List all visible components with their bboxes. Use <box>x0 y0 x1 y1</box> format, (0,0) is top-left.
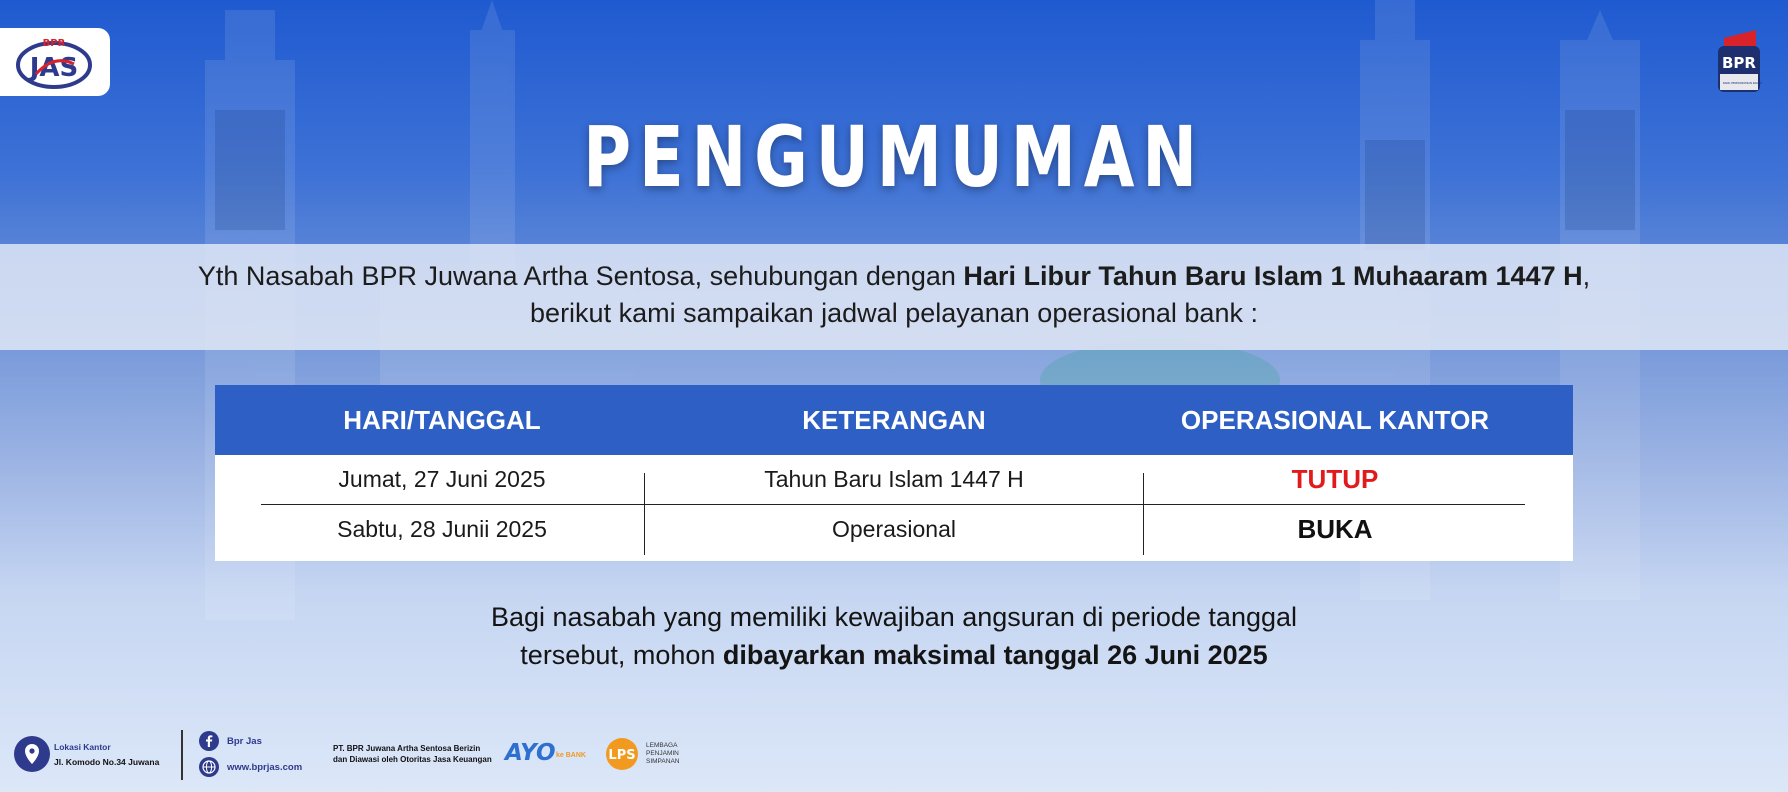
row2-date: Sabtu, 28 Junii 2025 <box>337 516 547 542</box>
row2-description: Operasional <box>831 516 957 542</box>
lps-mark-text: LPS <box>608 748 636 763</box>
row-divider <box>261 504 1525 505</box>
legal-line-1: PT. BPR Juwana Artha Sentosa Berizin <box>333 744 481 753</box>
note-line-1: Bagi nasabah yang memiliki kewajiban angsuran di periode tanggal <box>490 602 1298 632</box>
bpr-jas-logo-mark <box>14 34 94 90</box>
legal-line-2: dan Diawasi oleh Otoritas Jasa Keuangan <box>333 755 492 764</box>
logo-main-text: JAS <box>29 53 79 83</box>
header-date: HARI/TANGGAL <box>343 405 541 435</box>
schedule-table <box>215 385 1573 561</box>
logo-top-text: BPR <box>42 38 66 49</box>
lps-line-2: PENJAMIN <box>646 750 679 757</box>
bpr-jas-logo <box>0 28 110 96</box>
intro-part1: Yth Nasabah BPR Juwana Artha Sentosa, sehubungan dengan <box>197 261 964 291</box>
ayo-ke-bank-logo: AYO <box>505 740 556 766</box>
globe-icon <box>199 757 219 777</box>
location-pin-icon <box>14 736 50 772</box>
lps-logo-mark <box>605 737 641 771</box>
lps-name <box>646 742 679 766</box>
table-header <box>215 385 1573 455</box>
facebook-icon <box>199 731 219 751</box>
bpr-badge-logo <box>1716 30 1762 94</box>
office-address: Jl. Komodo No.34 Juwana <box>54 757 160 767</box>
footer-divider <box>181 730 183 780</box>
intro-part2: , <box>1582 261 1591 291</box>
header-description: KETERANGAN <box>802 405 986 435</box>
column-divider-1 <box>644 473 645 555</box>
note-part1: tersebut, mohon <box>520 640 723 670</box>
page-title: PENGUMUMAN <box>583 108 1205 206</box>
header-office-status: OPERASIONAL KANTOR <box>1180 405 1490 435</box>
row1-description: Tahun Baru Islam 1447 H <box>764 466 1024 492</box>
lps-line-3: SIMPANAN <box>646 758 680 765</box>
holiday-name: Hari Libur Tahun Baru Islam 1 Muhaaram 1447 H <box>963 261 1583 291</box>
row1-date: Jumat, 27 Juni 2025 <box>338 466 546 492</box>
badge-subtext: BANK PEREKONOMIAN RAKYAT <box>1723 82 1762 85</box>
intro-line-1 <box>0 258 1788 295</box>
ayo-sub-text: ke BANK <box>556 752 586 759</box>
row2-status: BUKA <box>1297 514 1373 544</box>
column-divider-2 <box>1143 473 1144 555</box>
lps-line-1: LEMBAGA <box>646 742 678 749</box>
payment-deadline: dibayarkan maksimal tanggal 26 Juni 2025 <box>722 640 1268 670</box>
note-line-2 <box>0 636 1788 674</box>
installment-note <box>0 598 1788 674</box>
intro-paragraph <box>0 258 1788 332</box>
facebook-link[interactable]: Bpr Jas <box>227 736 262 747</box>
website-link[interactable]: www.bprjas.com <box>227 762 303 773</box>
badge-text: BPR <box>1722 54 1756 72</box>
row1-status: TUTUP <box>1291 464 1379 494</box>
location-label: Lokasi Kantor <box>54 742 111 752</box>
footer <box>0 728 1788 792</box>
intro-line-2: berikut kami sampaikan jadwal pelayanan operasional bank : <box>530 298 1258 328</box>
